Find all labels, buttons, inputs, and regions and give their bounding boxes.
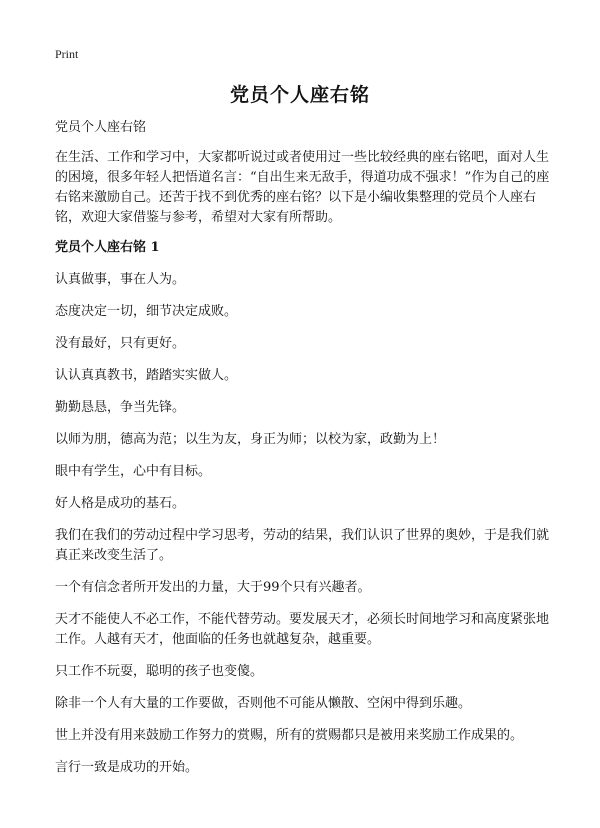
motto-item: 天才不能使人不必工作，不能代替劳动。要发展天才，必须长时间地学习和高度紧张地工作。人越有天才，他面临的任务也就越复杂，越重要。 [55, 612, 550, 647]
motto-item: 世上并没有用来鼓励工作努力的赏赐，所有的赏赐都只是被用来奖励工作成果的。 [55, 728, 524, 743]
article-body [55, 118, 555, 790]
print-link[interactable]: Print [55, 47, 79, 61]
motto-item: 言行一致是成功的开始。 [55, 760, 199, 775]
motto-item: 好人格是成功的基石。 [55, 496, 186, 511]
motto-item: 没有最好，只有更好。 [55, 336, 186, 351]
motto-item: 我们在我们的劳动过程中学习思考，劳动的结果，我们认识了世界的奥妙，于是我们就真正来改变生活了。 [55, 528, 550, 563]
motto-item: 一个有信念者所开发出的力量，大于99个只有兴趣者。 [55, 580, 371, 595]
motto-item: 认真做事，事在人为。 [55, 272, 186, 287]
article-subtitle: 党员个人座右铭 [55, 120, 147, 135]
motto-item: 只工作不玩耍，聪明的孩子也变傻。 [55, 664, 264, 679]
page-title: 党员个人座右铭 [229, 84, 370, 106]
motto-item: 认认真真教书，踏踏实实做人。 [55, 368, 238, 383]
motto-item: 以师为朋，德高为范；以生为友，身正为师；以校为家，政勤为上！ [55, 432, 446, 447]
motto-item: 态度决定一切，细节决定成败。 [55, 304, 238, 319]
article-intro: 在生活、工作和学习中，大家都听说过或者使用过一些比较经典的座右铭吧，面对人生的困境，很多年轻人把悟道名言：“自出生来无敌手，得道功成不强求！”作为自己的座右铭来激励自己。还苦于找不到优秀的座右铭？以下是小编收集整理的党员个人座右铭，欢迎大家借鉴与参考，希望对大家有所帮助。 [55, 150, 550, 225]
motto-item: 眼中有学生，心中有目标。 [55, 464, 212, 479]
section-heading: 党员个人座右铭 1 [55, 240, 160, 255]
motto-item: 除非一个人有大量的工作要做，否则他不可能从懒散、空闲中得到乐趣。 [55, 696, 472, 711]
motto-item: 勤勤恳恳，争当先锋。 [55, 400, 186, 415]
